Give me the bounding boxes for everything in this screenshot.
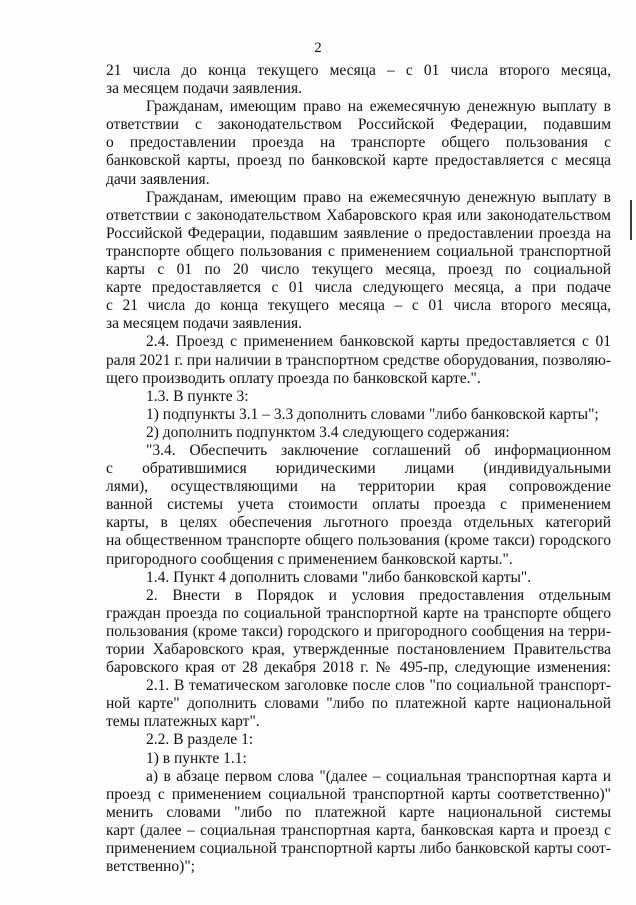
text-line: пользования (кроме такси) городского и пригородного сообщения на терри- [106, 622, 611, 640]
text-line: 1.3. В пункте 3: [146, 387, 249, 405]
scan-edge-mark [630, 200, 632, 240]
text-line: ответствии с законодательством Российской Федерации, подавшим [106, 116, 611, 134]
text-line: 2.4. Проезд с применением банковской карты предоставляется с 01 [146, 333, 611, 351]
text-line: о предоставлении проезда на транспорте общего пользования с [106, 134, 611, 152]
text-line: карты, в целях обеспечения льготного проезда отдельных категорий [106, 514, 611, 532]
text-line: тории Хабаровского края, утвержденные постановлением Правительства [106, 641, 611, 658]
text-line: карте предоставляется с 01 числа следующего месяца, а при подаче [106, 279, 611, 297]
text-line: 2.2. В разделе 1: [146, 731, 254, 749]
text-line: пригородного сообщения с применением банковской карты.". [106, 550, 513, 568]
text-line: 1) в пункте 1.1: [146, 749, 247, 767]
text-line: Гражданам, имеющим право на ежемесячную денежную выплату в [146, 98, 611, 116]
text-line: Российской Федерации, подавшим заявление о предоставлении проезда на [106, 224, 611, 242]
text-line: Гражданам, имеющим право на ежемесячную денежную выплату в [146, 188, 611, 206]
text-line: транспорте общего пользования с применением социальной транспортной [106, 242, 611, 260]
text-line: а) в абзаце первом слова "(далее – социальная транспортная карта и [146, 767, 611, 785]
text-line: ветственно)"; [106, 858, 195, 876]
text-line: "3.4. Обеспечить заключение соглашений об информационном [146, 441, 611, 459]
text-line: лями), осуществляющими на территории края сопровождение [106, 478, 611, 496]
text-line: 2.1. В тематическом заголовке после слов "по социальной транспорт- [146, 677, 611, 695]
text-line: применением социальной транспортной карты либо банковской карты соот- [106, 840, 611, 858]
page-number: 2 [314, 40, 322, 56]
text-line: 1.4. Пункт 4 дополнить словами "либо банковской карты". [146, 568, 532, 586]
text-line: карты с 01 по 20 число текущего месяца, проезд по социальной [106, 261, 611, 279]
text-line: баровского края от 28 декабря 2018 г. № 495-пр, следующие изменения: [106, 659, 611, 677]
text-line: карт (далее – социальная транспортная карта, банковская карта и проезд с [106, 821, 611, 839]
text-line: ванной системы учета стоимости оплаты проезда с применением [106, 496, 611, 514]
text-line: с 21 числа до конца текущего месяца – с 01 числа второго месяца, [106, 297, 611, 315]
text-line: 2. Внести в Порядок и условия предоставления отдельным [146, 586, 611, 604]
text-line: ответствии с законодательством Хабаровского края или законодательством [106, 206, 611, 224]
text-line: раля 2021 г. при наличии в транспортном средстве оборудования, позволяю- [106, 351, 611, 369]
text-line: ной карте" дополнить словами "либо по платежной карте национальной [106, 695, 611, 713]
text-line: проезд с применением социальной транспортной карты соответственно)" [106, 785, 611, 803]
text-line: за месяцем подачи заявления. [106, 315, 302, 333]
text-line: менить словами "либо по платежной карте национальной системы [106, 803, 611, 821]
text-line: 2) дополнить подпунктом 3.4 следующего содержания: [146, 423, 510, 441]
text-line: с обратившимися юридическими лицами (индивидуальными [106, 460, 611, 478]
text-line: 21 числа до конца текущего месяца – с 01 числа второго месяца, [106, 62, 611, 79]
text-line: дачи заявления. [106, 170, 210, 188]
text-line: банковской карты, проезд по банковской карте предоставляется с месяца [106, 152, 611, 170]
text-line: за месяцем подачи заявления. [106, 80, 302, 98]
document-body [106, 62, 611, 876]
text-line: 1) подпункты 3.1 – 3.3 дополнить словами "либо банковской карты"; [146, 405, 599, 423]
text-line: на общественном транспорте общего пользования (кроме такси) городского [106, 532, 611, 550]
text-line: темы платежных карт". [106, 713, 260, 731]
text-line: щего производить оплату проезда по банковской карте.". [106, 369, 481, 387]
text-line: граждан проезда по социальной транспортной карте на транспорте общего [106, 604, 611, 622]
